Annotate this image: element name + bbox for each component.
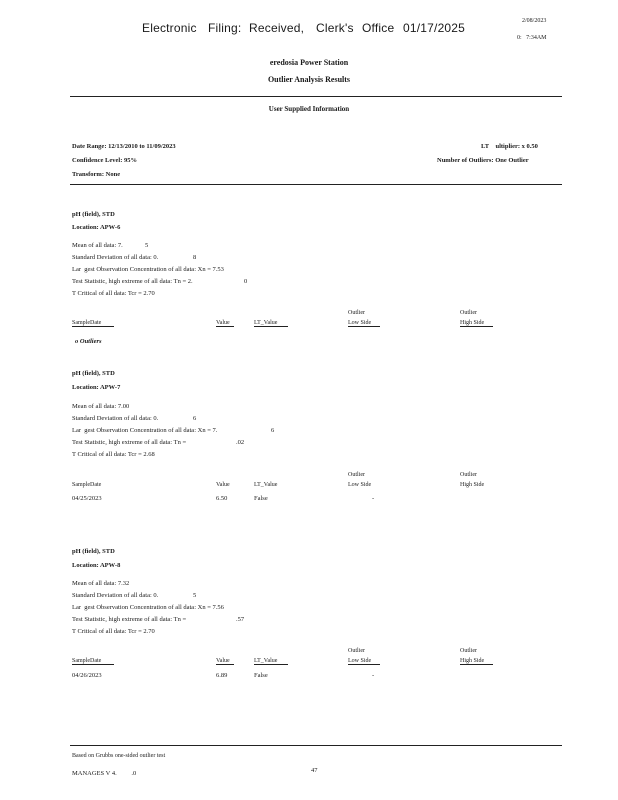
row-value: 6.50 — [216, 495, 228, 502]
column-header-sample-date: SampleDate — [72, 320, 114, 327]
row-sample-date: 04/25/2023 — [72, 495, 102, 502]
number-of-outliers: Number of Outliers: One Outlier — [437, 157, 529, 164]
test-statistic: Test Statistic, high extreme of all data: Tn = — [72, 616, 187, 623]
outlier-label-high: Outlier — [460, 310, 477, 316]
outlier-label-high: Outlier — [460, 472, 477, 478]
t-critical: T Critical of all data: Tcr = 2.70 — [72, 290, 155, 297]
location: Location: APW-8 — [72, 562, 121, 569]
largest-observation: Lar gest Observation Concentration of all data: Xn = 7.53 — [72, 266, 224, 273]
column-header-high-side: High Side — [460, 320, 493, 327]
outlier-label-low: Outlier — [348, 310, 365, 316]
test-statistic-tail: 0 — [244, 278, 248, 285]
transform: Transform: None — [72, 171, 121, 178]
test-statistic-tail: .02 — [236, 439, 245, 446]
row-value: 6.89 — [216, 672, 228, 679]
date-range: Date Range: 12/13/2010 to 11/09/2023 — [72, 143, 176, 150]
print-time: 0: 7:34AM — [517, 35, 547, 41]
parameter-name: pH (field), STD — [72, 548, 115, 555]
software-version: MANAGES V 4. .0 — [72, 770, 137, 777]
stddev-stat: Standard Deviation of all data: 0. — [72, 254, 159, 261]
test-statistic: Test Statistic, high extreme of all data: Tn = 2. — [72, 278, 193, 285]
stamp-word-4: Clerk's — [316, 21, 354, 35]
column-header-sample-date: SampleDate — [72, 658, 114, 665]
stamp-word-2: Filing: — [208, 21, 242, 35]
column-header-lt-value: LT_Value — [254, 658, 288, 665]
column-header-value: Value — [216, 658, 234, 665]
column-header-low-side: Low Side — [348, 658, 380, 665]
column-header-value: Value — [216, 320, 234, 327]
column-header-sample-date: SampleDate — [72, 482, 102, 488]
stddev-stat-tail: 6 — [193, 415, 197, 422]
stddev-stat: Standard Deviation of all data: 0. — [72, 592, 159, 599]
column-header-value: Value — [216, 482, 230, 488]
print-date: 2/08/2023 — [522, 18, 547, 24]
t-critical: T Critical of all data: Tcr = 2.68 — [72, 451, 155, 458]
divider-top — [70, 96, 562, 97]
row-sample-date: 04/26/2023 — [72, 672, 102, 679]
column-header-high-side: High Side — [460, 482, 485, 488]
largest-observation: Lar gest Observation Concentration of all data: Xn = 7.56 — [72, 604, 224, 611]
report-title-analysis: Outlier Analysis Results — [267, 75, 351, 84]
largest-observation: Lar gest Observation Concentration of all data: Xn = 7. — [72, 427, 218, 434]
t-critical: T Critical of all data: Tcr = 2.70 — [72, 628, 155, 635]
stddev-stat-tail: 5 — [193, 592, 197, 599]
location: Location: APW-6 — [72, 224, 121, 231]
column-header-high-side: High Side — [460, 658, 493, 665]
row-low-side: - — [372, 495, 375, 502]
report-title-station: eredosia Power Station — [269, 58, 349, 67]
stamp-word-1: Electronic — [142, 21, 197, 35]
mean-stat: Mean of all data: 7.00 — [72, 403, 130, 410]
column-header-low-side: Low Side — [348, 320, 380, 327]
test-statistic-tail: .57 — [236, 616, 245, 623]
no-outliers-note: o Outliers — [75, 338, 102, 345]
confidence-level: Confidence Level: 95% — [72, 157, 137, 164]
outlier-label-low: Outlier — [348, 472, 365, 478]
column-header-lt-value: LT_Value — [254, 482, 278, 488]
stddev-stat-tail: 8 — [193, 254, 197, 261]
location: Location: APW-7 — [72, 384, 121, 391]
column-header-lt-value: LT_Value — [254, 320, 288, 327]
row-lt-value: False — [254, 672, 268, 679]
largest-observation-tail: 6 — [271, 427, 275, 434]
outlier-label-low: Outlier — [348, 648, 365, 654]
divider-info — [70, 184, 562, 185]
stamp-word-5: Office — [362, 21, 395, 35]
mean-stat: Mean of all data: 7. — [72, 242, 123, 249]
column-header-low-side: Low Side — [348, 482, 372, 488]
row-lt-value: False — [254, 495, 268, 502]
stddev-stat: Standard Deviation of all data: 0. — [72, 415, 159, 422]
parameter-name: pH (field), STD — [72, 370, 115, 377]
footer-note: Based on Grubbs one-sided outlier test — [72, 753, 166, 759]
stamp-word-6: 01/17/2025 — [403, 21, 466, 35]
divider-footer — [70, 745, 562, 746]
mean-stat-tail: 5 — [145, 242, 149, 249]
test-statistic: Test Statistic, high extreme of all data: Tn = — [72, 439, 187, 446]
parameter-name: pH (field), STD — [72, 211, 115, 218]
stamp-word-3: Received, — [249, 21, 305, 35]
page-number: 47 — [311, 767, 318, 774]
lt-multiplier: LT ultiplier: x 0.50 — [481, 143, 538, 150]
row-low-side: - — [372, 672, 375, 679]
section-heading: User Supplied Information — [268, 105, 350, 113]
outlier-label-high: Outlier — [460, 648, 477, 654]
mean-stat: Mean of all data: 7.32 — [72, 580, 130, 587]
